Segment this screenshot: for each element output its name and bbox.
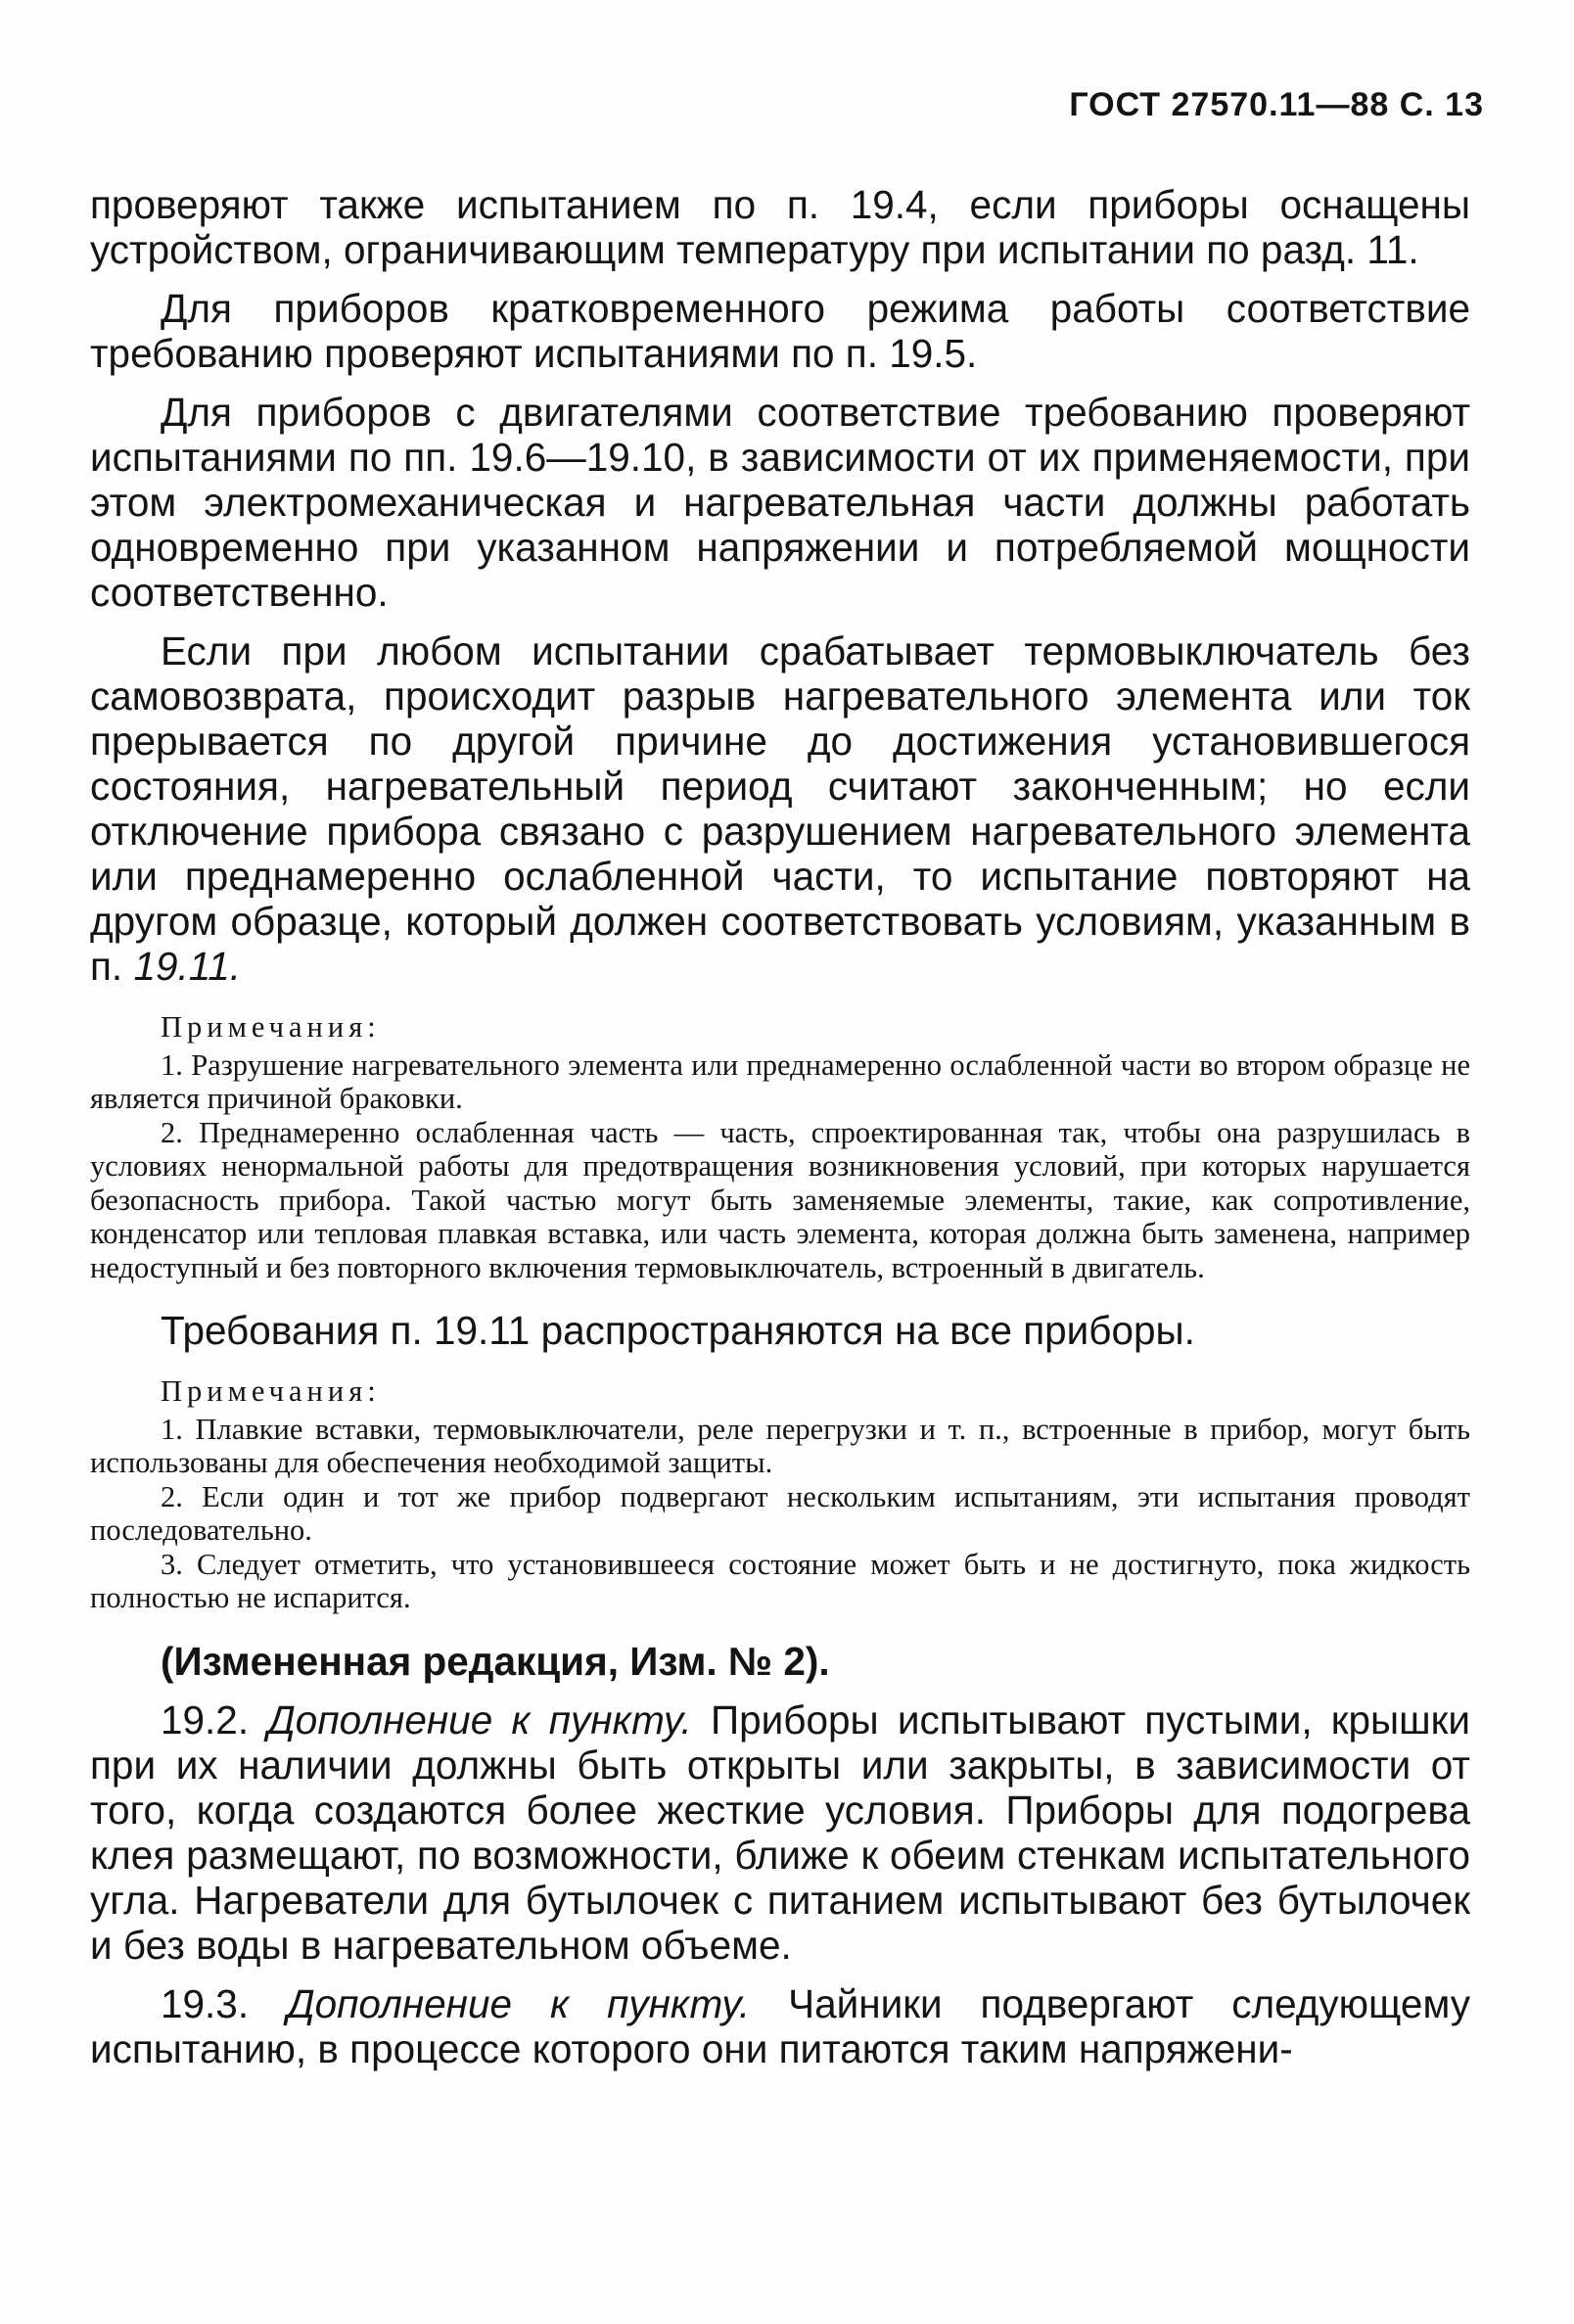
document-body (90, 182, 1470, 2085)
page-header: ГОСТ 27570.11—88 С. 13 (1069, 86, 1484, 123)
notes-heading-2: Примечания: (161, 1374, 381, 1408)
note-item: 2. Преднамеренно ослабленная часть — часть, спроектированная так, чтобы она разрушилась в условиях ненормальной работы для предотвращения возникновения условий, при которых нарушается безопасность прибора. Такой частью могут быть заменяемые элементы, такие, как сопротивление, конденсатор или тепловая плавкая вставка, или часть элемента, которая должна быть заменена, например недоступный и без повторного включения термовыключатель, встроенный в двигатель. (90, 1115, 1470, 1284)
section-19-2-text: Приборы испытывают пустыми, крышки при их наличии должны быть открыты или закрыты, в зависимости от того, когда создаются более жесткие условия. Приборы для подогрева клея размещают, по возможности, ближе к обеим стенкам испытательного угла. Нагреватели для бутылочек с питанием испытывают без бутылочек и без воды в нагревательном объеме. (90, 1697, 1470, 1968)
note-item: 1. Разрушение нагревательного элемента или преднамеренно ослабленной части во втором образце не является причиной браковки. (90, 1047, 1470, 1115)
paragraph-4-ref: 19.11. (133, 944, 242, 989)
paragraph-5: Требования п. 19.11 распространяются на все приборы. (161, 1308, 1195, 1353)
paragraph-2: Для приборов кратковременного режима работы соответствие требованию проверяют испытаниями по п. 19.5. (90, 286, 1470, 376)
paragraph-1: проверяют также испытанием по п. 19.4, если приборы оснащены устройством, ограничивающим температуру при испытании по разд. 11. (90, 182, 1470, 272)
notes-block-1 (90, 1010, 1470, 1284)
section-19-3-number: 19.3. (161, 1980, 250, 2026)
paragraph-4-text: Если при любом испытании срабатывает термовыключатель без самовозврата, происходит разрыв нагревательного элемента или ток прерывается по другой причине до достижения установившегося состояния, нагревательный период считают законченным; но если отключение прибора связано с разрушением нагревательного элемента или преднамеренно ослабленной части, то испытание повторяют на другом образце, который должен соответствовать условиям, указанным в п. (90, 628, 1470, 989)
note-item: 1. Плавкие вставки, термовыключатели, реле перегрузки и т. п., встроенные в прибор, могут быть использованы для обеспечения необходимой защиты. (90, 1412, 1470, 1479)
note-item: 3. Следует отметить, что установившееся состояние может быть и не достигнуто, пока жидкость полностью не испарится. (90, 1547, 1470, 1614)
notes-heading-1: Примечания: (161, 1010, 381, 1044)
section-19-2 (90, 1697, 1470, 1968)
amendment-note: (Измененная редакция, Изм. № 2). (161, 1638, 830, 1684)
section-19-3-title: Дополнение к пункту. (287, 1980, 751, 2026)
paragraph-3: Для приборов с двигателями соответствие требованию проверяют испытаниями по пп. 19.6—19.10, в зависимости от их применяемости, при этом электромеханическая и нагревательная части должны работать одновременно при указанном напряжении и потребляемой мощности соответственно. (90, 390, 1470, 615)
notes-block-2 (90, 1374, 1470, 1615)
note-item: 2. Если один и тот же прибор подвергают нескольким испытаниям, эти испытания проводят последовательно. (90, 1479, 1470, 1547)
section-19-3 (90, 1981, 1470, 2071)
section-19-2-number: 19.2. (161, 1697, 250, 1743)
section-19-2-title: Дополнение к пункту. (267, 1697, 692, 1743)
paragraph-4 (90, 628, 1470, 989)
section-19-3-text: Чайники подвергают следующему испытанию, в процессе которого они питаются таким напряжени- (90, 1980, 1470, 2071)
